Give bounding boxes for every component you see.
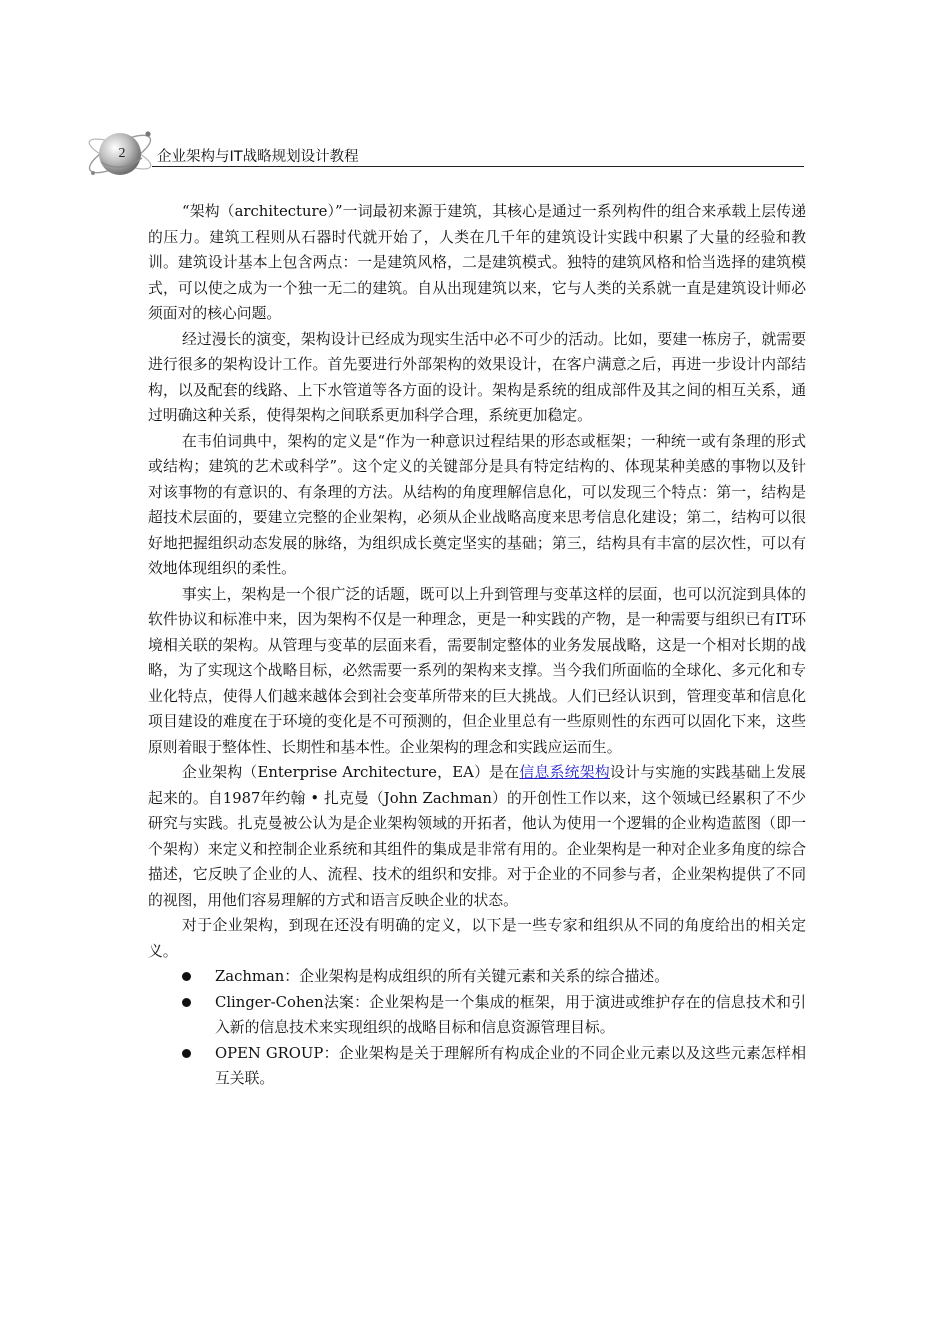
header-rule [152, 166, 804, 167]
list-item-text: OPEN GROUP：企业架构是关于理解所有构成企业的不同企业元素以及这些元素怎样相互关联。 [215, 1044, 806, 1087]
bullet-dot-icon [182, 1049, 191, 1058]
paragraph-5-rest: 设计与实施的实践基础上发展起来的。自1987年约翰 • 扎克曼（John Zachman）的开创性工作以来，这个领域已经累积了不少研究与实践。扎克曼被公认为是企业架构领域的开拓者，他认为使用一个逻辑的企业构造蓝图（即一个架构）来定义和控制企业系统和其组件的集成是非常有用的。企业架构是一种对企业多角度的综合描述，它反映了企业的人、流程、技术的组织和安排。对于企业的不同参与者，企业架构提供了不同的视图，用他们容易理解的方式和语言反映企业的状态。 [148, 764, 806, 909]
list-item-text: Clinger-Cohen法案：企业架构是一个集成的框架，用于演进或维护存在的信息技术和引入新的信息技术来实现组织的战略目标和信息资源管理目标。 [215, 993, 806, 1036]
list-item-text: Zachman：企业架构是构成组织的所有关键元素和关系的综合描述。 [215, 968, 670, 985]
bullet-dot-icon [182, 998, 191, 1007]
paragraph-2: 经过漫长的演变，架构设计已经成为现实生活中必不可少的活动。比如，要建一栋房子，就需要进行很多的架构设计工作。首先要进行外部架构的效果设计，在客户满意之后，再进一步设计内部结构，以及配套的线路、上下水管道等各方面的设计。架构是系统的组成部件及其之间的相互关系，通过明确这种关系，使得架构之间联系更加科学合理，系统更加稳定。 [148, 330, 806, 424]
page-number: 2 [118, 146, 126, 161]
list-item [148, 964, 806, 990]
paragraph-4: 事实上，架构是一个很广泛的话题，既可以上升到管理与变革这样的层面，也可以沉淀到具体的软件协议和标准中来，因为架构不仅是一种理念，更是一种实践的产物，是一种需要与组织已有IT环境相关联的架构。从管理与变革的层面来看，需要制定整体的业务发展战略，这是一个相对长期的战略，为了实现这个战略目标，必然需要一系列的架构来支撑。当今我们所面临的全球化、多元化和专业化特点，使得人们越来越体会到社会变革所带来的巨大挑战。人们已经认识到，管理变革和信息化项目建设的难度在于环境的变化是不可预测的，但企业里总有一些原则性的东西可以固化下来，这些原则着眼于整体性、长期性和基本性。企业架构的理念和实践应运而生。 [148, 585, 806, 756]
body-text [148, 199, 806, 1092]
paragraph-6: 对于企业架构，到现在还没有明确的定义，以下是一些专家和组织从不同的角度给出的相关定义。 [148, 917, 806, 960]
list-item [148, 990, 806, 1041]
bullet-dot-icon [182, 972, 191, 981]
book-title: 企业架构与IT战略规划设计教程 [157, 149, 359, 165]
paragraph-5 [148, 760, 806, 913]
page-header [84, 118, 806, 188]
paragraph-5-lead: 企业架构（Enterprise Architecture，EA）是在 [182, 764, 520, 781]
paragraph-3: 在韦伯词典中，架构的定义是“作为一种意识过程结果的形态或框架；一种统一或有条理的形式或结构；建筑的艺术或科学”。这个定义的关键部分是具有特定结构的、体现某种美感的事物以及针对该事物的有意识的、有条理的方法。从结构的角度理解信息化，可以发现三个特点：第一，结构是超技术层面的，要建立完整的企业架构，必须从企业战略高度来思考信息化建设；第二，结构可以很好地把握组织动态发展的脉络，为组织成长奠定坚实的基础；第三，结构具有丰富的层次性，可以有效地体现组织的柔性。 [148, 432, 806, 577]
paragraph-1: “架构（architecture）”一词最初来源于建筑，其核心是通过一系列构件的组合来承载上层传递的压力。建筑工程则从石器时代就开始了，人类在几千年的建筑设计实践中积累了大量的经验和教训。建筑设计基本上包含两点：一是建筑风格，二是建筑模式。独特的建筑风格和恰当选择的建筑模式，可以使之成为一个独一无二的建筑。自从出现建筑以来，它与人类的关系就一直是建筑设计师必须面对的核心问题。 [148, 203, 806, 322]
info-system-architecture-link[interactable]: 信息系统架构 [519, 764, 610, 781]
list-item [148, 1041, 806, 1092]
definition-list [148, 964, 806, 1092]
